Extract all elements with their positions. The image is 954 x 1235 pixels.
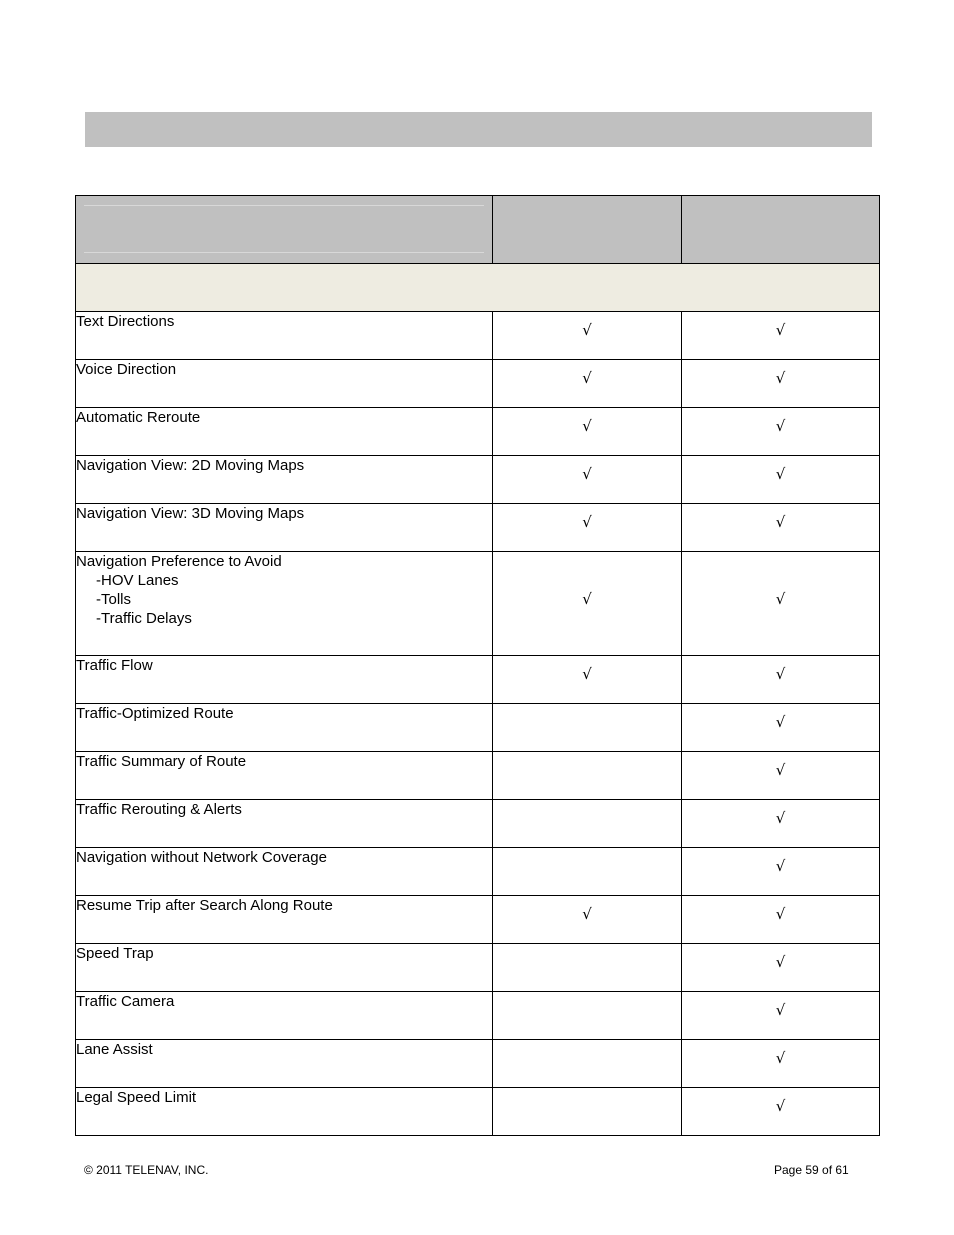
check-cell-plan-2	[682, 944, 880, 992]
table-header-row	[76, 196, 880, 264]
check-cell-plan-1	[493, 752, 682, 800]
check-cell-plan-2	[682, 1088, 880, 1136]
table-row	[76, 1088, 880, 1136]
feature-label: Voice Direction	[76, 360, 493, 408]
feature-sub-option: -HOV Lanes	[96, 572, 179, 589]
header-cell-plan-2	[682, 196, 880, 264]
check-mark	[493, 704, 681, 713]
check-cell-plan-2	[682, 408, 880, 456]
check-cell-plan-2	[682, 656, 880, 704]
check-mark: √	[775, 321, 786, 339]
table-row	[76, 312, 880, 360]
check-mark	[493, 800, 681, 809]
check-cell-plan-1	[493, 848, 682, 896]
table-row	[76, 800, 880, 848]
header-cell-feature	[76, 196, 493, 264]
feature-label: Traffic Rerouting & Alerts	[76, 800, 493, 848]
check-cell-plan-2	[682, 312, 880, 360]
check-cell-plan-1	[493, 456, 682, 504]
table-row	[76, 848, 880, 896]
feature-sub-option: -Traffic Delays	[96, 610, 192, 627]
feature-label: Traffic Summary of Route	[76, 752, 493, 800]
check-cell-plan-2	[682, 360, 880, 408]
footer-page-number: Page 59 of 61	[774, 1163, 849, 1177]
check-mark: √	[775, 953, 786, 971]
check-cell-plan-2	[682, 504, 880, 552]
check-mark: √	[775, 1097, 786, 1115]
check-mark	[493, 1088, 681, 1097]
table-row	[76, 1040, 880, 1088]
table-row	[76, 656, 880, 704]
header-cell-plan-1	[493, 196, 682, 264]
check-cell-plan-2	[682, 896, 880, 944]
table-row	[76, 704, 880, 752]
check-cell-plan-2	[682, 992, 880, 1040]
check-cell-plan-1	[493, 1040, 682, 1088]
feature-label-cell	[76, 552, 493, 656]
feature-label: Navigation without Network Coverage	[76, 848, 493, 896]
check-cell-plan-1	[493, 552, 682, 656]
check-mark: √	[582, 417, 592, 435]
check-mark: √	[775, 465, 786, 483]
check-cell-plan-2	[682, 552, 880, 656]
feature-label: Navigation View: 2D Moving Maps	[76, 456, 493, 504]
feature-label: Navigation Preference to Avoid	[76, 553, 282, 570]
check-mark: √	[582, 665, 592, 683]
feature-label: Traffic Flow	[76, 656, 493, 704]
check-cell-plan-1	[493, 896, 682, 944]
table-row	[76, 552, 880, 656]
table-row	[76, 456, 880, 504]
check-mark: √	[582, 321, 592, 339]
table-row	[76, 896, 880, 944]
feature-label: Navigation View: 3D Moving Maps	[76, 504, 493, 552]
check-mark	[493, 944, 681, 953]
check-mark: √	[775, 713, 786, 731]
section-header-row	[76, 264, 880, 312]
check-mark: √	[775, 809, 786, 827]
table-row	[76, 752, 880, 800]
check-mark: √	[582, 905, 592, 923]
check-mark: √	[775, 589, 786, 608]
section-title-bar	[85, 112, 872, 147]
check-cell-plan-1	[493, 1088, 682, 1136]
check-mark: √	[775, 665, 786, 683]
check-cell-plan-2	[682, 800, 880, 848]
feature-label: Text Directions	[76, 312, 493, 360]
check-mark	[493, 752, 681, 761]
feature-label: Traffic Camera	[76, 992, 493, 1040]
section-header-cell	[76, 264, 880, 312]
table-row	[76, 408, 880, 456]
check-cell-plan-2	[682, 704, 880, 752]
feature-label: Traffic-Optimized Route	[76, 704, 493, 752]
check-cell-plan-1	[493, 992, 682, 1040]
check-mark: √	[775, 761, 786, 779]
table-row	[76, 944, 880, 992]
check-cell-plan-1	[493, 504, 682, 552]
check-mark: √	[775, 905, 786, 923]
table-row	[76, 360, 880, 408]
feature-label: Legal Speed Limit	[76, 1088, 493, 1136]
check-mark: √	[775, 369, 786, 387]
table-row	[76, 992, 880, 1040]
check-mark	[493, 848, 681, 857]
check-mark: √	[775, 417, 786, 435]
check-mark: √	[582, 465, 592, 483]
check-mark: √	[582, 513, 592, 531]
check-mark: √	[775, 1049, 786, 1067]
check-mark: √	[582, 369, 592, 387]
check-cell-plan-1	[493, 360, 682, 408]
feature-comparison-table	[75, 195, 880, 1136]
check-cell-plan-1	[493, 312, 682, 360]
check-cell-plan-1	[493, 944, 682, 992]
check-cell-plan-1	[493, 656, 682, 704]
check-mark: √	[582, 589, 592, 608]
feature-sub-option: -Tolls	[96, 591, 132, 608]
footer-copyright: © 2011 TELENAV, INC.	[84, 1163, 209, 1177]
check-cell-plan-2	[682, 848, 880, 896]
check-mark: √	[775, 857, 786, 875]
check-mark	[493, 992, 681, 1001]
check-cell-plan-2	[682, 456, 880, 504]
feature-label: Resume Trip after Search Along Route	[76, 896, 493, 944]
feature-label: Speed Trap	[76, 944, 493, 992]
feature-label: Lane Assist	[76, 1040, 493, 1088]
check-mark: √	[775, 1001, 786, 1019]
feature-label: Automatic Reroute	[76, 408, 493, 456]
check-cell-plan-1	[493, 408, 682, 456]
check-cell-plan-1	[493, 704, 682, 752]
check-mark: √	[775, 513, 786, 531]
check-mark	[493, 1040, 681, 1049]
table-row	[76, 504, 880, 552]
check-cell-plan-1	[493, 800, 682, 848]
check-cell-plan-2	[682, 752, 880, 800]
check-cell-plan-2	[682, 1040, 880, 1088]
